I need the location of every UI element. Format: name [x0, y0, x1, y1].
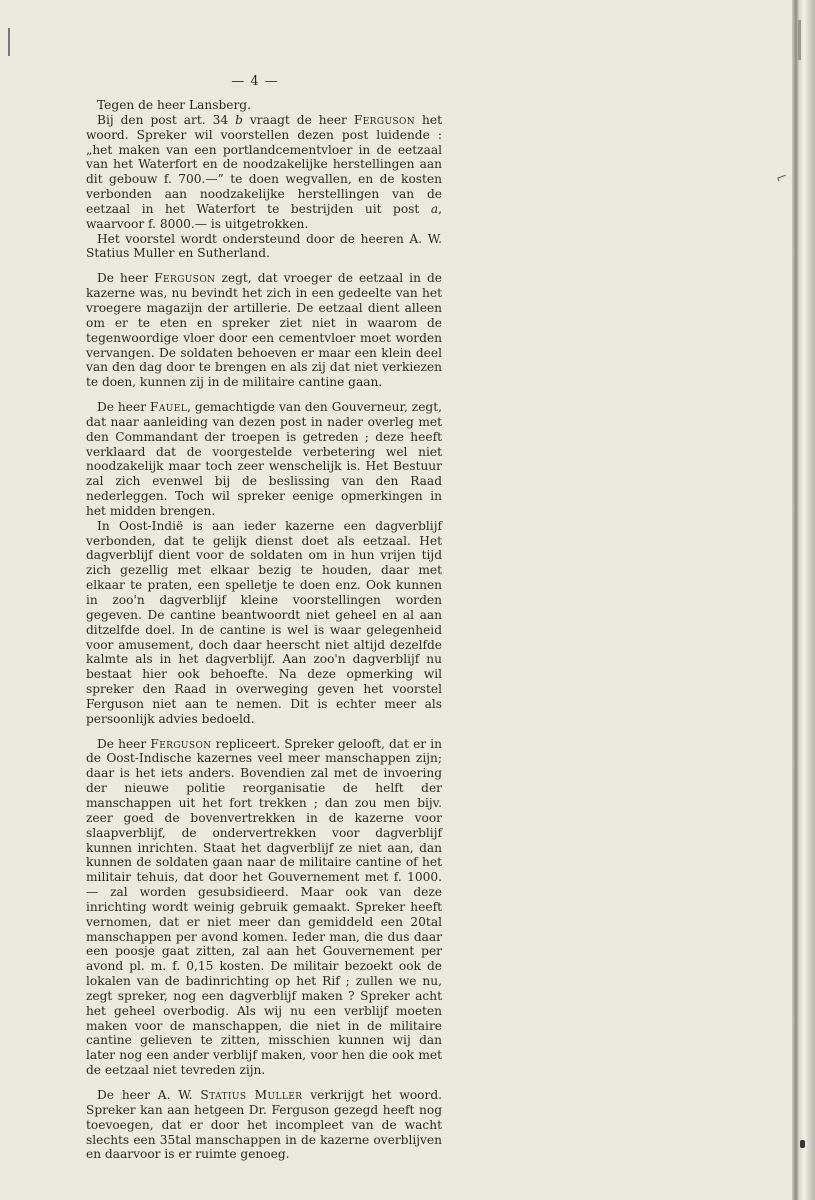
text-run: zegt, dat vroeger de eetzaal in de kazerne was, nu bevindt het zich in een gedeelte van het vroegere magazijn der artillerie. De eetzaal dient alleen om er te eten en spreker ziet niet in waarom de tegenwoordige vloer door een cementvloer moet worden vervangen. De soldaten behoeven er maar een klein deel van den dag door te brengen en als zij dat niet verkiezen te doen, kunnen zij in de militaire cantine gaan. [86, 271, 442, 390]
paragraph [86, 737, 442, 1078]
text-run: , waarvoor f. 8000.— is uitgetrokken. [86, 201, 442, 231]
speaker-name: Ferguson [150, 736, 212, 751]
paragraph: Tegen de heer Lansberg. [97, 98, 251, 112]
paragraph: Het voorstel wordt ondersteund door de heeren A. W. Statius Muller en Sutherland. [86, 231, 442, 261]
text-run: repliceert. Spreker gelooft, dat er in de Oost-Indische kazernes veel meer manschappen zijn; daar is het iets anders. Bovendien zal met de invoering der nieuwe politie reorganisatie de helft der manschappen uit het fort trekken ; dan zou men bijv. zeer goed de bovenvertrekken in de kazerne voor slaapverblijf, de ondervertrekken voor dagverblijf kunnen inrichten. Staat het dagverblijf ze niet aan, dan kunnen de soldaten gaan naar de militaire cantine of het militair tehuis, dat door het Gouvernement met f. 1000.— zal worden gesubsidieerd. Maar ook van deze inrichting wordt weinig gebruik gemaakt. Spreker heeft vernomen, dat er niet meer dan gemiddeld een 20tal manschappen per avond komen. Ieder man, die dus daar een poosje gaat zitten, zal aan het Gouvernement per avond pl. m. f. 0,15 kosten. De militair bezoekt ook de lokalen van de badinrichting op het Rif ; zullen we nu, zegt spreker, nog een dagverblijf maken ? Spreker acht het geheel overbodig. Als wij nu een verblijf moeten maken voor de manschappen, die niet in de militaire cantine gelieven te zitten, misschien kunnen wij dan later nog een ander verblijf maken, voor hen die ook met de eetzaal niet tevreden zijn. [86, 736, 442, 1078]
page-edge-binding [792, 0, 815, 1200]
text-run: De heer [97, 400, 150, 415]
paragraph [86, 271, 442, 390]
page-number: — 4 — [231, 74, 279, 89]
text-run: De heer A. W. [97, 1088, 201, 1102]
text-run: het woord. Spreker wil voorstellen dezen post luidende : „het maken van een portlandcementvloer in de eetzaal van het Waterfort en de noodzakelijke herstellingen aan dit gebouw f. 700.—” te doen wegvallen, en de kosten verbonden aan noodzakelijke herstellingen van de eetzaal in het Waterfort te bestrijden uit post [86, 112, 443, 216]
text-run: b [235, 112, 243, 127]
speaker-name: Statius Muller [200, 1088, 303, 1102]
margin-mark [8, 28, 10, 56]
paragraph: In Oost-Indië is aan ieder kazerne een dagverblijf verbonden, dat te gelijk dienst doet als eetzaal. Het dagverblijf dient voor de soldaten om in hun vrijen tijd zich gezellig met elkaar bezig te houden, daar met elkaar te praten, een spelletje te doen enz. Ook kunnen in zoo'n dagverblijf kleine voorstellingen worden gegeven. De cantine beantwoordt niet geheel en al aan ditzelfde doel. In de cantine is wel is waar gelegenheid voor amusement, doch daar heerscht niet altijd dezelfde kalmte als in het dagverblijf. Aan zoo'n dagverblijf nu bestaat hier ook behoefte. Na deze opmerking wil spreker den Raad in overweging geven het voorstel Ferguson niet aan te nemen. Dit is echter meer als persoonlijk advies bedoeld. [86, 518, 442, 726]
paragraph [86, 113, 442, 232]
paragraph [86, 400, 442, 519]
text-run: vraagt de heer [242, 112, 354, 127]
text-run: De heer [97, 736, 151, 751]
text-run: a [430, 201, 439, 216]
speaker-name: Ferguson [154, 271, 216, 286]
document-body [86, 98, 442, 1162]
text-run: , gemachtigde van den Gouverneur, zegt, dat naar aanleiding van dezen post in nader overleg met den Commandant der troepen is getreden ; deze heeft verklaard dat de voorgestelde verbetering wel niet noodzakelijk maar toch zeer wenschelijk is. Het Bestuur zal zich evenwel bij de beslissing van den Raad nederleggen. Toch wil spreker eenige opmerkingen in het midden brengen. [86, 400, 442, 518]
paragraph [86, 1088, 442, 1162]
text-run: De heer [97, 271, 155, 286]
text-run: Bij den post art. 34 [97, 112, 236, 127]
speaker-name: Ferguson [353, 112, 416, 127]
speaker-name: Fauel [149, 400, 188, 415]
margin-scribble-icon: ⌐ [773, 168, 791, 188]
edge-mark [800, 1140, 805, 1148]
text-run: verkrijgt het woord. Spreker kan aan hetgeen Dr. Ferguson gezegd heeft nog toevoegen, dat er door het incompleet van de wacht slechts een 35tal manschappen in de kazerne overblijven en daarvoor is er ruimte genoeg. [86, 1088, 442, 1162]
edge-shadow-mark [798, 20, 801, 60]
